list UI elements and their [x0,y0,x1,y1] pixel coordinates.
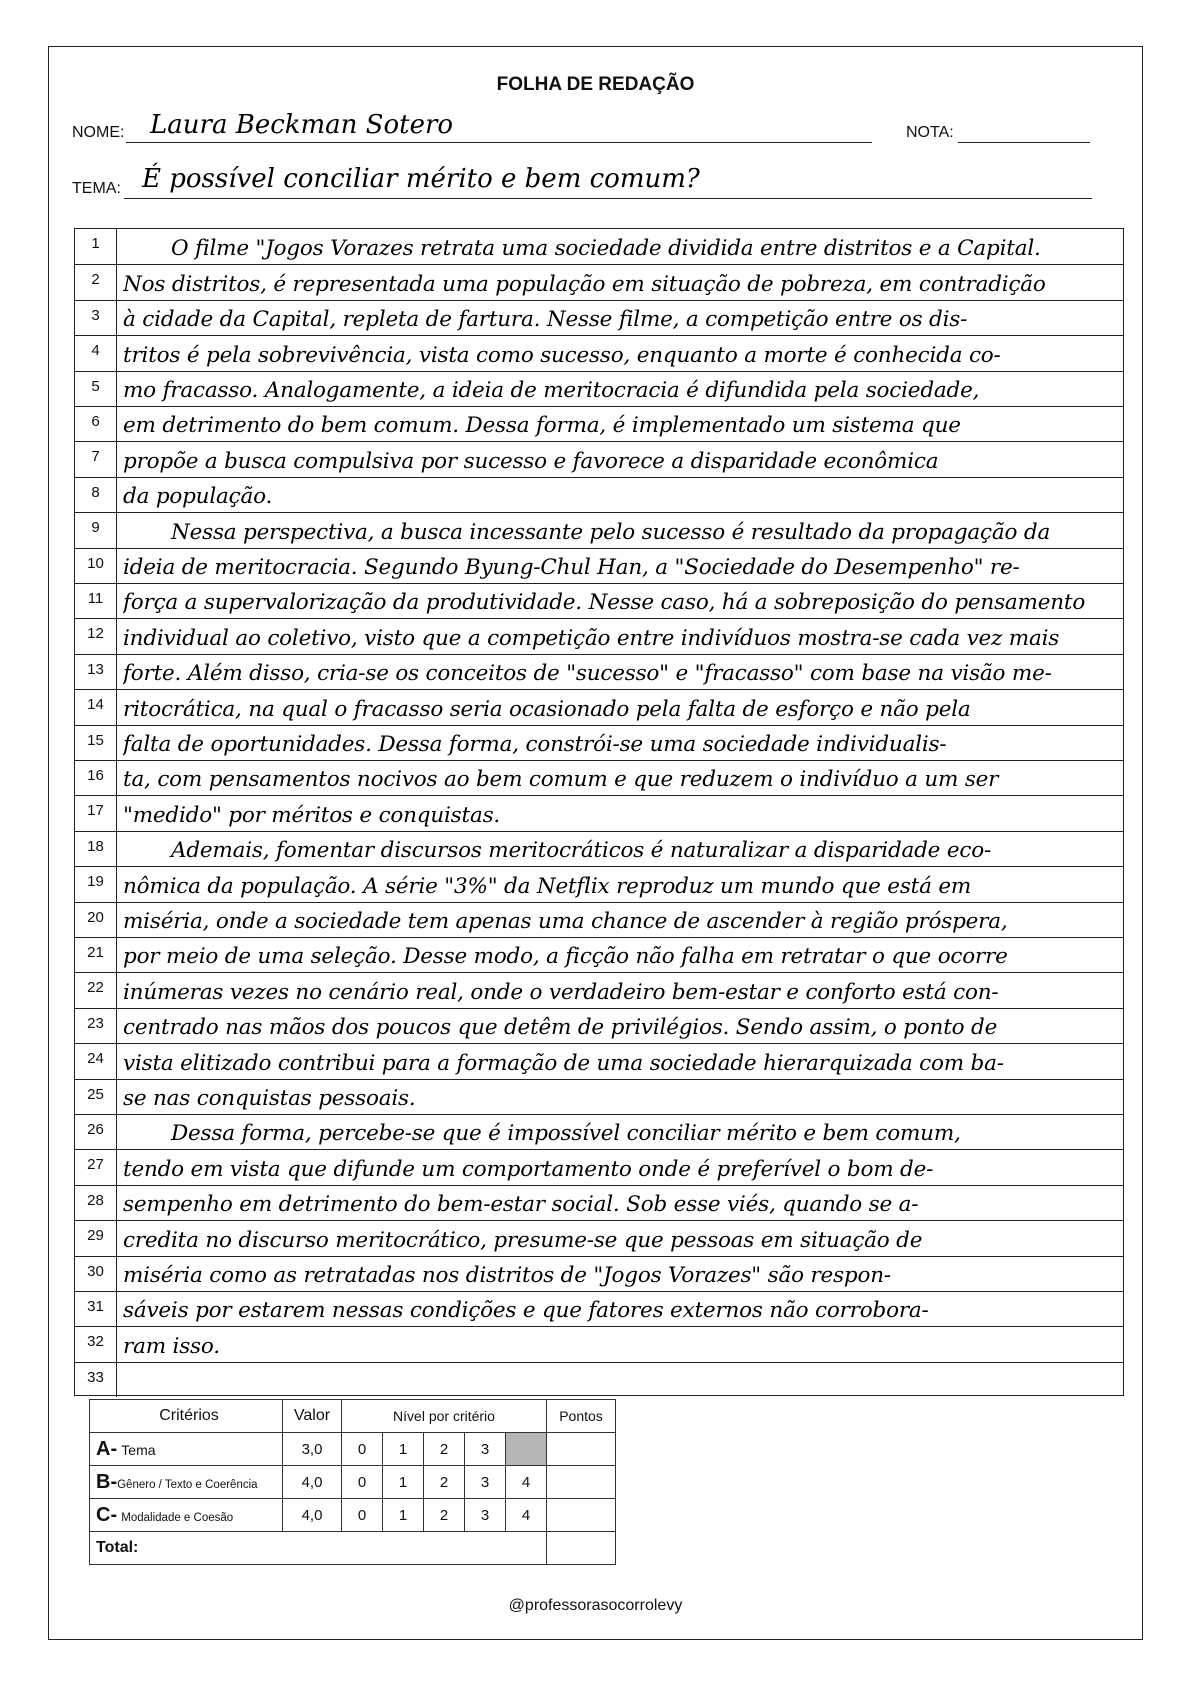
essay-line[interactable] [75,795,1123,830]
essay-line[interactable] [75,725,1123,760]
total-label: Total: [90,1532,547,1565]
footer-handle: @professorasocorrolevy [508,1597,683,1614]
line-number: 7 [75,442,117,476]
line-number: 10 [75,549,117,583]
essay-line[interactable] [75,1291,1123,1326]
criteria-valor: 3,0 [283,1433,342,1466]
line-text: em detrimento do bem comum. Dessa forma, é implementado um sistema que [123,413,961,439]
line-number: 25 [75,1080,117,1114]
criteria-name: Gênero / Texto e Coerência [117,1478,258,1491]
line-number: 23 [75,1009,117,1043]
essay-line[interactable] [75,618,1123,653]
criteria-letter: A- [96,1437,118,1460]
line-number: 29 [75,1221,117,1255]
line-text: miséria como as retratadas nos distritos de "Jogos Vorazes" são respon- [123,1262,891,1288]
line-text: força a supervalorização da produtividade. Nesse caso, há a sobreposição do pensamento [123,590,1086,616]
line-number: 24 [75,1044,117,1078]
line-text: tendo em vista que difunde um comportamento onde é preferível o bom de- [123,1156,934,1182]
line-text: miséria, onde a sociedade tem apenas uma chance de ascender à região próspera, [123,908,1008,934]
essay-line[interactable] [75,1043,1123,1078]
criteria-total-row [90,1532,616,1565]
essay-line[interactable] [75,689,1123,724]
line-number: 15 [75,726,117,760]
line-number: 16 [75,761,117,795]
line-text: tritos é pela sobrevivência, vista como sucesso, enquanto a morte é conhecida co- [123,342,1001,368]
points-cell[interactable] [547,1433,616,1466]
line-text: Dessa forma, percebe-se que é impossível conciliar mérito e bem comum, [171,1121,961,1147]
line-number: 26 [75,1115,117,1149]
nome-line [126,142,872,143]
line-number: 33 [75,1363,117,1397]
line-number: 22 [75,973,117,1007]
line-number: 14 [75,690,117,724]
essay-line[interactable] [75,902,1123,937]
line-text: ideia de meritocracia. Segundo Byung-Chul Han, a "Sociedade do Desempenho" re- [123,554,1020,580]
line-text: ritocrática, na qual o fracasso seria ocasionado pela falta de esforço e não pela [123,696,971,722]
essay-line[interactable] [75,229,1123,264]
tema-label: TEMA: [72,180,121,197]
level-cell[interactable]: 2 [424,1433,465,1466]
level-cell[interactable]: 3 [465,1499,506,1532]
essay-line[interactable] [75,1326,1123,1361]
line-number: 28 [75,1186,117,1220]
level-cell[interactable]: 3 [465,1433,506,1466]
line-text: à cidade da Capital, repleta de fartura. Nesse filme, a competição entre os dis- [123,307,968,333]
line-number: 21 [75,938,117,972]
criteria-row-c [90,1499,616,1532]
line-text: da população. [123,484,273,510]
essay-line[interactable] [75,866,1123,901]
criteria-header-valor: Valor [283,1400,342,1433]
essay-line[interactable] [75,300,1123,335]
line-text: nômica da população. A série "3%" da Netflix reproduz um mundo que está em [123,873,972,899]
line-number: 19 [75,867,117,901]
tema-value[interactable]: É possível conciliar mérito e bem comum? [142,164,700,194]
criteria-name: Tema [121,1441,156,1458]
line-number: 12 [75,619,117,653]
points-cell[interactable] [547,1466,616,1499]
essay-line[interactable] [75,1362,1123,1397]
level-cell[interactable]: 1 [383,1466,424,1499]
level-cell[interactable]: 2 [424,1499,465,1532]
essay-line[interactable] [75,1008,1123,1043]
essay-line[interactable] [75,548,1123,583]
essay-line[interactable] [75,335,1123,370]
essay-line[interactable] [75,972,1123,1007]
essay-line[interactable] [75,512,1123,547]
essay-line[interactable] [75,654,1123,689]
line-number: 6 [75,407,117,441]
level-cell[interactable]: 0 [342,1433,383,1466]
line-text: ta, com pensamentos nocivos ao bem comum e que reduzem o indivíduo a um ser [123,767,999,793]
line-text: Nos distritos, é representada uma população em situação de pobreza, em contradição [123,271,1046,297]
line-number: 8 [75,478,117,512]
essay-line[interactable] [75,477,1123,512]
line-text: sáveis por estarem nessas condições e que fatores externos não corrobora- [123,1298,929,1324]
line-text: O filme "Jogos Vorazes retrata uma sociedade dividida entre distritos e a Capital. [171,236,1041,262]
line-text: individual ao coletivo, visto que a competição entre indivíduos mostra-se cada vez mais [123,625,1060,651]
level-cell[interactable]: 3 [465,1466,506,1499]
criteria-valor: 4,0 [283,1466,342,1499]
total-points-cell[interactable] [547,1532,616,1565]
points-cell[interactable] [547,1499,616,1532]
criteria-header-nivel: Nível por critério [342,1400,547,1433]
line-text: vista elitizado contribui para a formação de uma sociedade hierarquizada com ba- [123,1050,1004,1076]
line-number: 5 [75,372,117,406]
line-text: Ademais, fomentar discursos meritocráticos é naturalizar a disparidade eco- [171,838,992,864]
essay-line[interactable] [75,937,1123,972]
essay-line[interactable] [75,831,1123,866]
line-text: forte. Além disso, cria-se os conceitos de "sucesso" e "fracasso" com base na visão me- [123,661,1052,687]
essay-line[interactable] [75,406,1123,441]
line-number: 11 [75,584,117,618]
level-cell[interactable]: 1 [383,1433,424,1466]
criteria-valor: 4,0 [283,1499,342,1532]
nome-value[interactable]: Laura Beckman Sotero [150,110,454,140]
criteria-letter: B- [96,1470,118,1493]
criteria-row-b [90,1466,616,1499]
criteria-table [89,1399,616,1565]
criteria-name: Modalidade e Coesão [121,1511,234,1524]
essay-line[interactable] [75,371,1123,406]
essay-line[interactable] [75,1185,1123,1220]
essay-line[interactable] [75,583,1123,618]
essay-line[interactable] [75,760,1123,795]
line-number: 3 [75,301,117,335]
line-number: 2 [75,265,117,299]
line-number: 20 [75,903,117,937]
line-number: 13 [75,655,117,689]
essay-grid [74,228,1124,1396]
line-text: Nessa perspectiva, a busca incessante pelo sucesso é resultado da propagação da [171,519,1051,545]
line-number: 1 [75,229,117,264]
line-number: 27 [75,1150,117,1184]
criteria-header-criterios: Critérios [90,1400,283,1433]
level-cell[interactable]: 0 [342,1499,383,1532]
line-text: propõe a busca compulsiva por sucesso e favorece a disparidade econômica [123,448,939,474]
nota-label: NOTA: [906,124,954,141]
line-text: ram isso. [123,1333,220,1359]
essay-line[interactable] [75,1149,1123,1184]
line-number: 31 [75,1292,117,1326]
level-cell-disabled [506,1433,547,1466]
level-cell[interactable]: 4 [506,1499,547,1532]
line-text: "medido" por méritos e conquistas. [123,802,501,828]
line-number: 9 [75,513,117,547]
page-title: FOLHA DE REDAÇÃO [496,74,695,95]
line-text: mo fracasso. Analogamente, a ideia de meritocracia é difundida pela sociedade, [123,377,980,403]
nota-field[interactable] [958,142,1090,143]
line-text: se nas conquistas pessoais. [123,1085,416,1111]
line-number: 4 [75,336,117,370]
line-number: 32 [75,1327,117,1361]
line-number: 17 [75,796,117,830]
line-text: sempenho em detrimento do bem-estar social. Sob esse viés, quando se a- [123,1192,919,1218]
line-number: 30 [75,1257,117,1291]
essay-line[interactable] [75,1079,1123,1114]
criteria-header-pontos: Pontos [547,1400,616,1433]
line-text: por meio de uma seleção. Desse modo, a ficção não falha em retratar o que ocorre [123,944,1008,970]
nome-label: NOME: [72,124,125,141]
level-cell[interactable]: 2 [424,1466,465,1499]
essay-line[interactable] [75,1220,1123,1255]
line-text: credita no discurso meritocrático, presume-se que pessoas em situação de [123,1227,923,1253]
level-cell[interactable]: 0 [342,1466,383,1499]
line-number: 18 [75,832,117,866]
criteria-letter: C- [96,1503,118,1526]
essay-line[interactable] [75,441,1123,476]
tema-line [124,198,1092,199]
line-text: falta de oportunidades. Dessa forma, constrói-se uma sociedade individualis- [123,731,947,757]
essay-line[interactable] [75,1256,1123,1291]
level-cell[interactable]: 1 [383,1499,424,1532]
criteria-row-a [90,1433,616,1466]
level-cell[interactable]: 4 [506,1466,547,1499]
essay-line[interactable] [75,1114,1123,1149]
line-text: inúmeras vezes no cenário real, onde o verdadeiro bem-estar e conforto está con- [123,979,999,1005]
line-text: centrado nas mãos dos poucos que detêm de privilégios. Sendo assim, o ponto de [123,1015,998,1041]
essay-line[interactable] [75,264,1123,299]
